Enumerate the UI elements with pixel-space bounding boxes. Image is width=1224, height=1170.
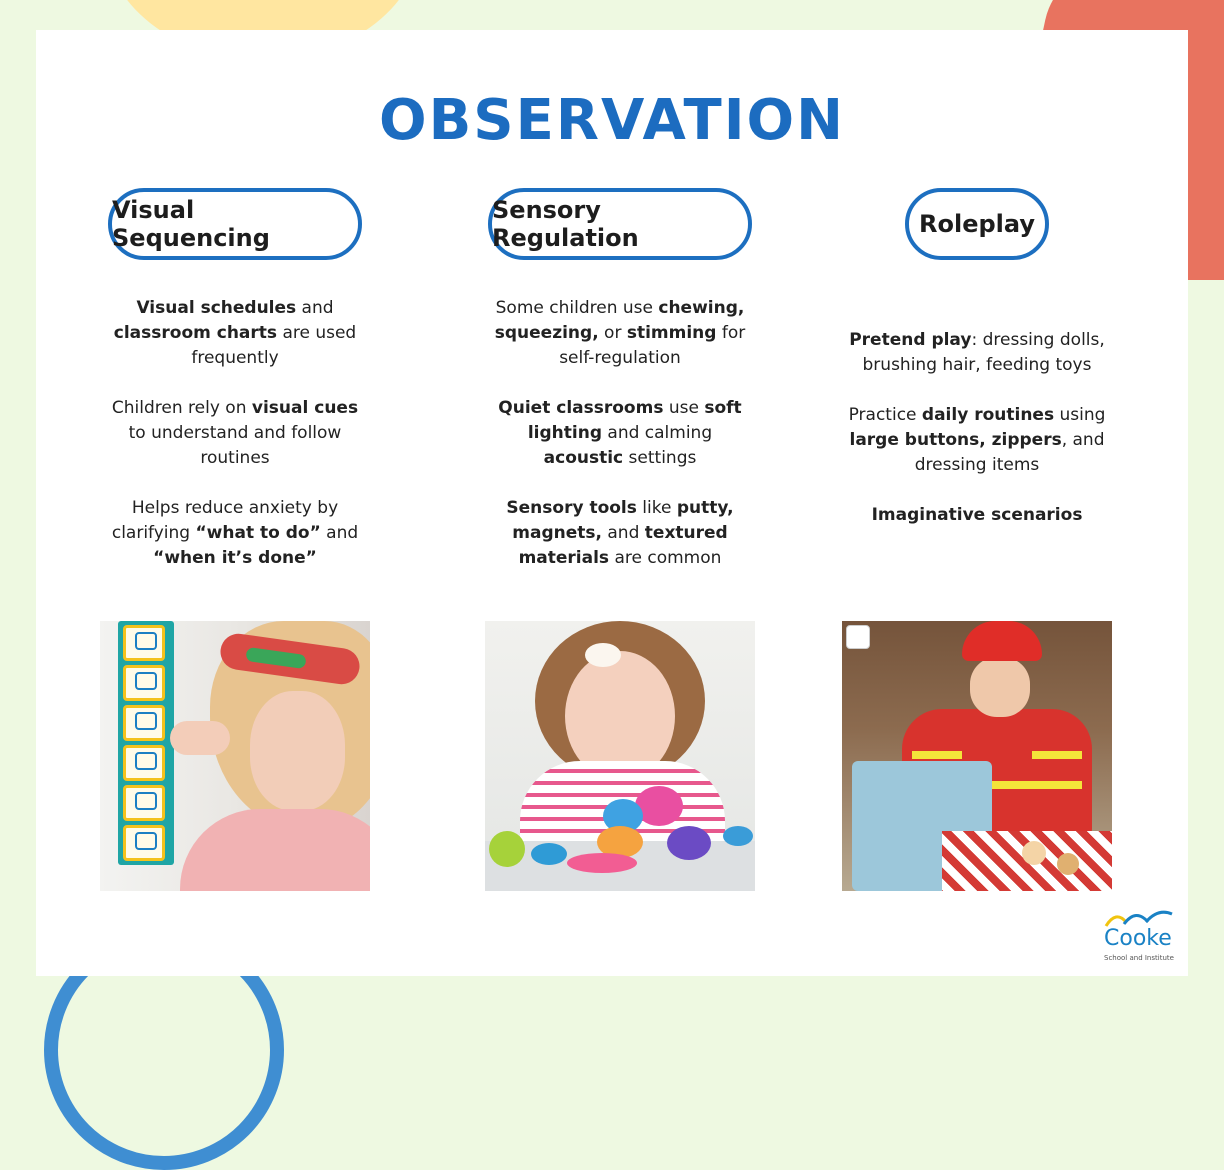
heading-visual-sequencing: [108, 188, 362, 260]
body-text: , and dressing items: [914, 430, 1105, 475]
emphasis-text: visual cues: [251, 398, 359, 418]
body-text: and: [601, 523, 645, 543]
reflective-stripe: [912, 751, 962, 759]
logo-icon: [846, 625, 870, 649]
playdough-purple: [667, 826, 711, 860]
heading-label: Roleplay: [919, 210, 1035, 238]
toy-cake: [1022, 841, 1046, 865]
brand-subtitle: School and Institute: [1104, 954, 1174, 962]
emphasis-text: Pretend play: [849, 330, 972, 350]
child-face: [970, 657, 1030, 717]
schedule-tile-story: [123, 785, 165, 821]
bullet-paragraph: [842, 403, 1112, 478]
emphasis-text: “what to do”: [195, 523, 321, 543]
emphasis-text: Imaginative scenarios: [871, 505, 1083, 525]
schedule-tile-shower: [123, 625, 165, 661]
body-text: are common: [609, 548, 722, 568]
photo-visual-schedule: [100, 621, 370, 891]
brand-logo: [1102, 908, 1182, 968]
slide-card: [36, 30, 1188, 976]
brand-arc-icon: [1102, 908, 1182, 928]
emphasis-text: acoustic: [543, 448, 624, 468]
page-title: OBSERVATION: [378, 88, 846, 153]
body-text: : dressing dolls, brushing hair, feeding toys: [862, 330, 1105, 375]
body-text: Some children use: [495, 298, 659, 318]
bullet-paragraph: [488, 296, 752, 371]
hair-bow: [585, 643, 621, 667]
heading-sensory-regulation: [488, 188, 752, 260]
bullet-paragraph: [106, 496, 364, 571]
bullet-paragraph: [842, 328, 1112, 378]
schedule-tile-bath: [123, 665, 165, 701]
sensory-regulation-text: [488, 296, 752, 596]
heading-label: Sensory Regulation: [492, 196, 639, 252]
emphasis-text: classroom charts: [113, 323, 278, 343]
brand-name: Cooke: [1104, 926, 1172, 951]
body-text: are used frequently: [191, 323, 357, 368]
emphasis-text: daily routines: [921, 405, 1055, 425]
emphasis-text: putty, magnets,: [512, 498, 734, 543]
emphasis-text: textured materials: [518, 523, 728, 568]
bullet-paragraph: [106, 396, 364, 471]
heading-roleplay: [905, 188, 1049, 260]
child-hand: [170, 721, 230, 755]
emphasis-text: Quiet classrooms: [498, 398, 664, 418]
body-text: using: [1054, 405, 1106, 425]
playdough-green: [489, 831, 525, 867]
bullet-paragraph: [488, 396, 752, 471]
emphasis-text: soft lighting: [527, 398, 742, 443]
child-face: [250, 691, 345, 811]
child-shirt: [180, 809, 370, 891]
body-text: like: [636, 498, 677, 518]
body-text: for self-regulation: [559, 323, 746, 368]
bullet-paragraph: [488, 496, 752, 571]
body-text: Children rely on: [111, 398, 252, 418]
bullet-paragraph: [842, 503, 1112, 528]
schedule-tile-pyjamas: [123, 705, 165, 741]
body-text: and calming: [602, 423, 713, 443]
toy-cookie: [1057, 853, 1079, 875]
photo-playdough: [485, 621, 755, 891]
firefighter-helmet: [962, 621, 1042, 661]
emphasis-text: chewing, squeezing,: [494, 298, 745, 343]
emphasis-text: stimming: [626, 323, 717, 343]
body-text: and: [320, 523, 359, 543]
bullet-paragraph: [106, 296, 364, 371]
heading-label: Visual Sequencing: [112, 196, 270, 252]
body-text: Helps reduce anxiety by clarifying: [111, 498, 339, 543]
photo-firefighter-roleplay: [842, 621, 1112, 891]
emphasis-text: Visual schedules: [136, 298, 297, 318]
emphasis-text: “when it’s done”: [153, 548, 317, 568]
visual-sequencing-text: [106, 296, 364, 596]
emphasis-text: large buttons, zippers: [849, 430, 1062, 450]
body-text: and: [296, 298, 334, 318]
playdough-animal: [531, 843, 567, 865]
body-text: Practice: [848, 405, 922, 425]
roleplay-text: [842, 328, 1112, 553]
body-text: or: [598, 323, 627, 343]
body-text: to understand and follow routines: [128, 423, 342, 468]
pink-mat: [567, 853, 637, 873]
reflective-stripe: [1032, 751, 1082, 759]
schedule-tile-bedtime: [123, 825, 165, 861]
body-text: use: [663, 398, 705, 418]
schedule-tile-toilet: [123, 745, 165, 781]
emphasis-text: Sensory tools: [506, 498, 637, 518]
playdough-blue-2: [723, 826, 753, 846]
body-text: settings: [623, 448, 697, 468]
